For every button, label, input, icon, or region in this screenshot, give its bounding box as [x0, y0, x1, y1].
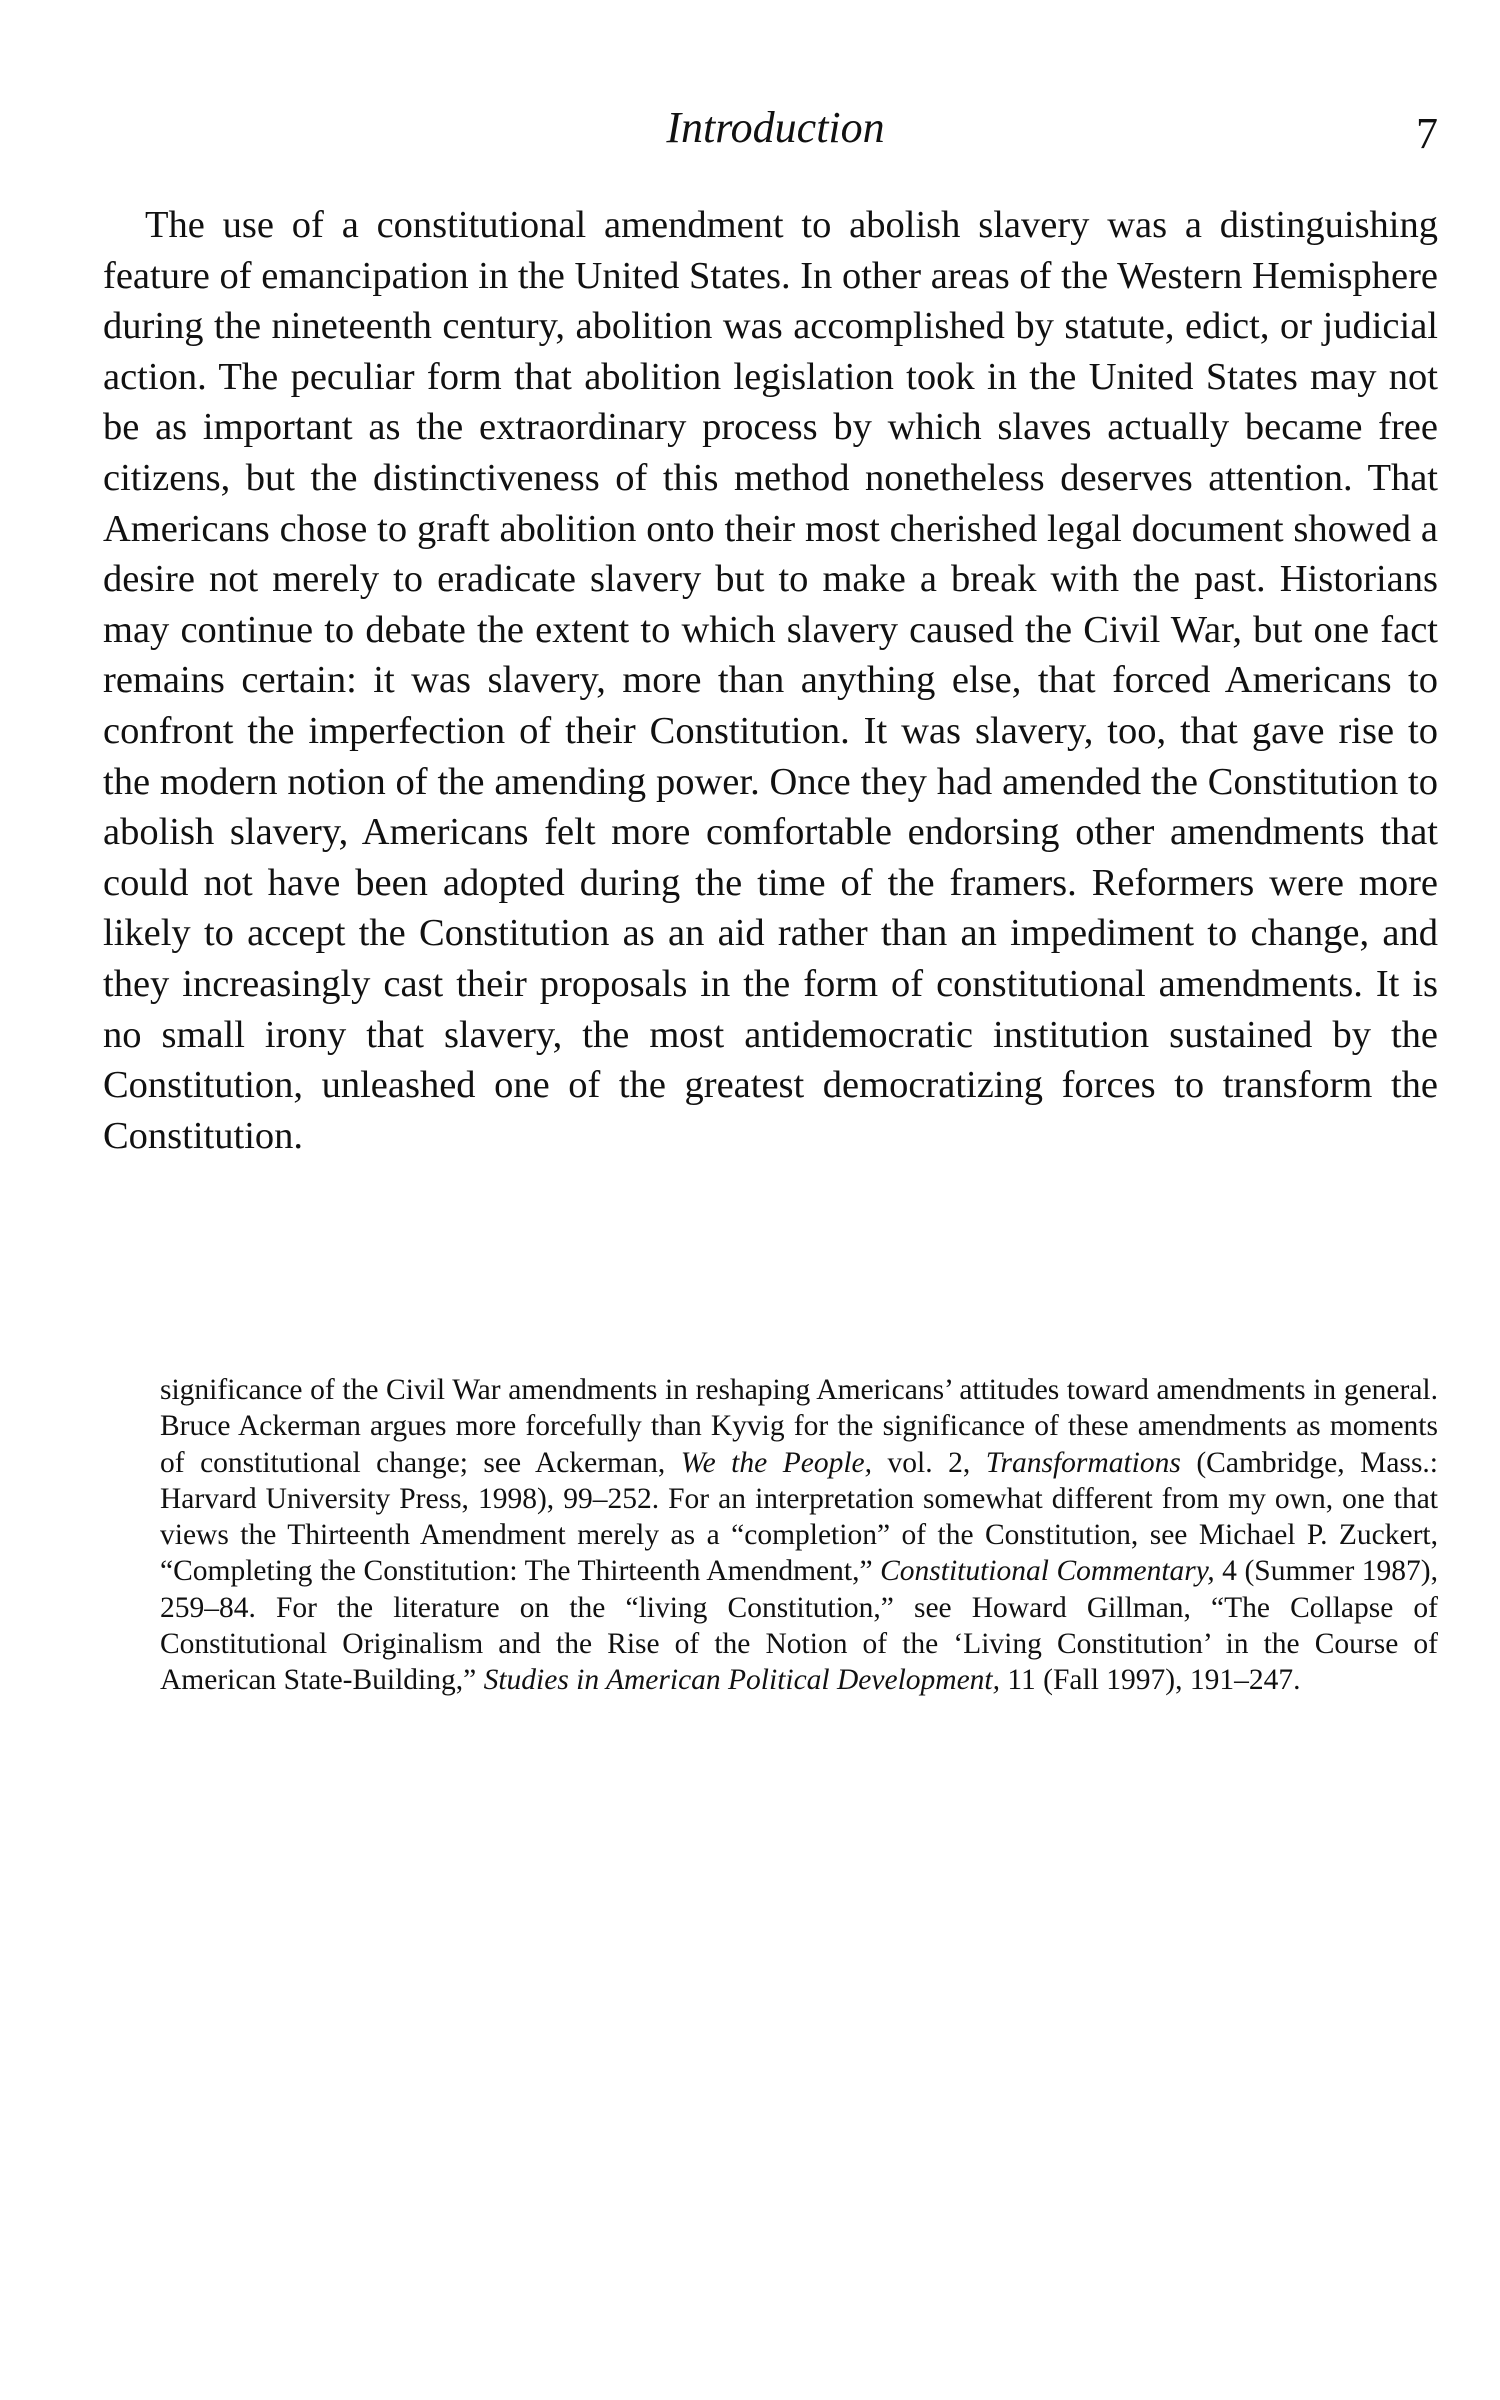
- footnote-text-2: vol. 2,: [872, 1446, 986, 1479]
- body-paragraph: The use of a constitutional amendment to abolish slavery was a distinguishing feature of emancipation in the United States. In other areas of the Western Hemisphere during the nineteenth century, abolition was accomplished by statute, edict, or judicial action. The peculiar form that abolition legislation took in the United States may not be as important as the extraordinary process by which slaves actually became free citizens, but the distinctiveness of this method nonetheless deserves attention. That Americans chose to graft abolition onto their most cherished legal document showed a desire not merely to eradicate slavery but to make a break with the past. Historians may continue to debate the extent to which slavery caused the Civil War, but one fact remains certain: it was slavery, more than anything else, that forced Americans to confront the imperfection of their Constitution. It was slavery, too, that gave rise to the modern notion of the amending power. Once they had amended the Constitution to abolish slavery, Americans felt more comfortable endorsing other amendments that could not have been adopted during the time of the framers. Reformers were more likely to accept the Constitution as an aid rather than an impediment to change, and they increasingly cast their proposals in the form of constitutional amendments. It is no small irony that slavery, the most antidemocratic institution sustained by the Constitution, unleashed one of the greatest democratizing forces to transform the Constitution.: [103, 204, 1438, 1157]
- footnote-text-3: (Cambridge, Mass.: Harvard University Press, 1998), 99–252. For an interpretation somewhat different from my own, one that views the Thirteenth Amendment merely as a “completion” of the Constitution, see Michael P. Zuckert, “Completing the Constitution: The Thirteenth Amendment,”: [160, 1446, 1438, 1588]
- footnote-italic-transformations: Transformations: [985, 1446, 1181, 1479]
- page-number: 7: [1416, 109, 1438, 158]
- footnote-italic-studies-apd: Studies in American Political Development,: [483, 1664, 1001, 1697]
- footnote-text-5: 11 (Fall 1997), 191–247.: [1000, 1664, 1301, 1697]
- footnote-text-1: significance of the Civil War amendments in reshaping Americans’ attitudes toward amendments in general. Bruce Ackerman argues more forcefully than Kyvig for the significance of these amendments as moments of constitutional change; see Ackerman,: [160, 1374, 1438, 1479]
- footnote-italic-we-the-people: We the People,: [680, 1446, 873, 1479]
- footnote-italic-constitutional-commentary: Constitutional Commentary,: [880, 1555, 1215, 1588]
- body-text: [103, 200, 1438, 1161]
- footnote-text-4: 4 (Summer 1987), 259–84. For the literature on the “living Constitution,” see Howard Gillman, “The Collapse of Constitutional Originalism and the Rise of the Notion of the ‘Living Constitution’ in the Course of American State-Building,”: [160, 1555, 1439, 1697]
- footnote: [160, 1372, 1438, 1699]
- running-head: [103, 98, 1438, 158]
- running-title: Introduction: [666, 103, 885, 152]
- footnote-paragraph: [160, 1372, 1438, 1699]
